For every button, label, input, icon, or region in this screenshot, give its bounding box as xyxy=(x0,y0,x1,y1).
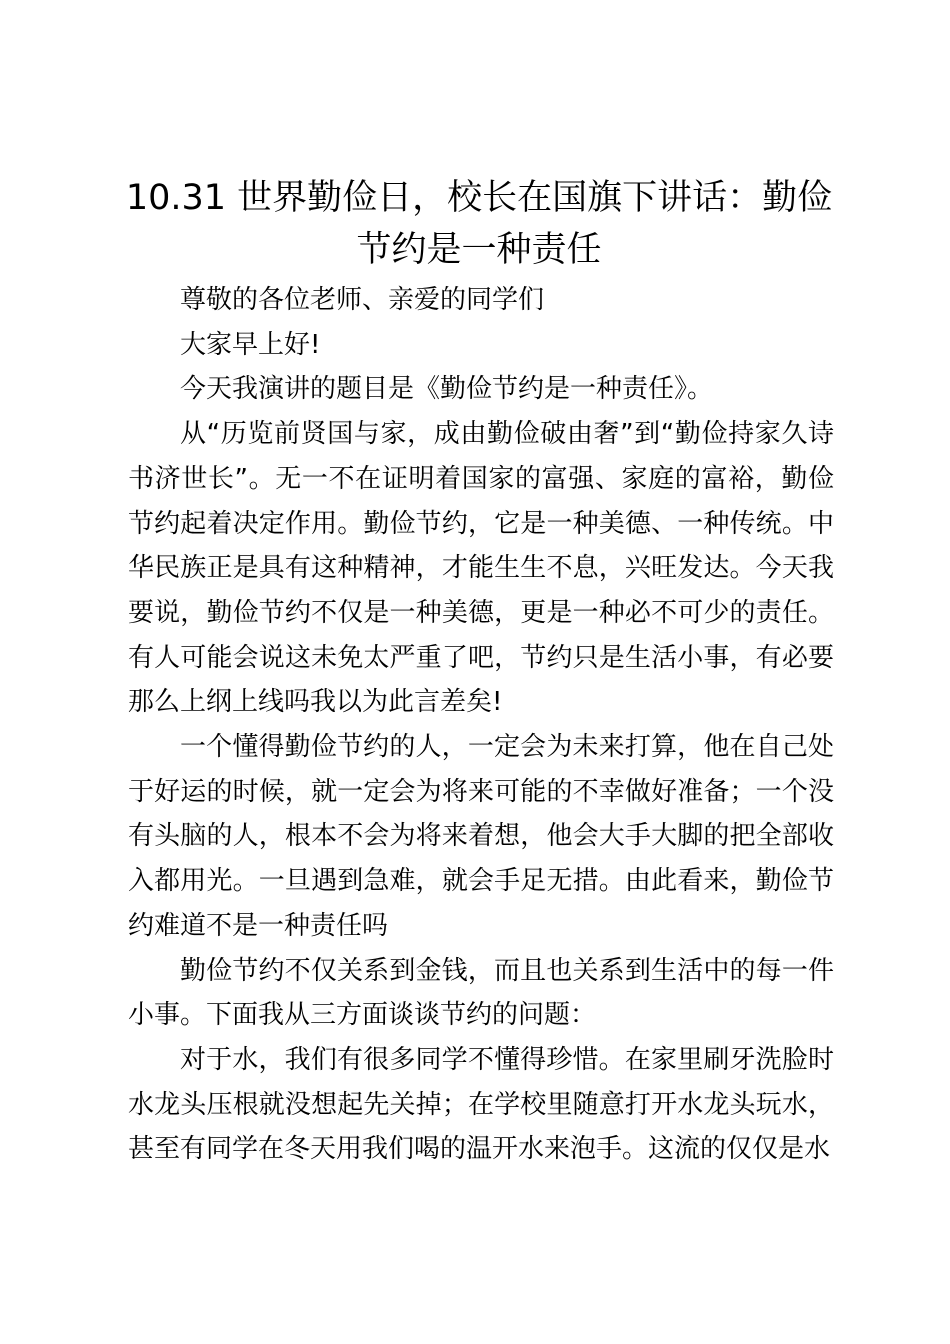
document-title: 10.31 世界勤俭日，校长在国旗下讲话：勤俭节约是一种责任 xyxy=(125,178,833,270)
paragraph-topic: 今天我演讲的题目是《勤俭节约是一种责任》。 xyxy=(180,374,714,405)
document-body xyxy=(128,278,834,1172)
paragraph-body: 从“历览前贤国与家，成由勤俭破由奢”到“勤俭持家久诗书济世长”。无一不在证明着国家的富强、家庭的富裕，勤俭节约起着决定作用。勤俭节约，它是一种美德、一种传统。中华民族正是具有这种精神，才能生生不息，兴旺发达。今天我要说，勤俭节约不仅是一种美德，更是一种必不可少的责任。有人可能会说这未免太严重了吧，节约只是生活小事，有必要那么上纲上线吗我以为此言差矣! xyxy=(128,419,834,718)
paragraph-salutation: 尊敬的各位老师、亲爱的同学们 xyxy=(180,285,545,315)
paragraph-body: 勤俭节约不仅关系到金钱，而且也关系到生活中的每一件小事。下面我从三方面谈谈节约的问题： xyxy=(128,955,834,1031)
paragraph-body: 对于水，我们有很多同学不懂得珍惜。在家里刷牙洗脸时水龙头压根就没想起先关掉；在学校里随意打开水龙头玩水，甚至有同学在冬天用我们喝的温开水来泡手。这流的仅仅是水 xyxy=(128,1044,834,1165)
paragraph-body: 一个懂得勤俭节约的人，一定会为未来打算，他在自己处于好运的时候，就一定会为将来可能的不幸做好准备；一个没有头脑的人，根本不会为将来着想，他会大手大脚的把全部收入都用光。一旦遇到急难，就会手足无措。由此看来，勤俭节约难道不是一种责任吗 xyxy=(128,732,834,941)
paragraph-greeting: 大家早上好! xyxy=(180,329,321,360)
